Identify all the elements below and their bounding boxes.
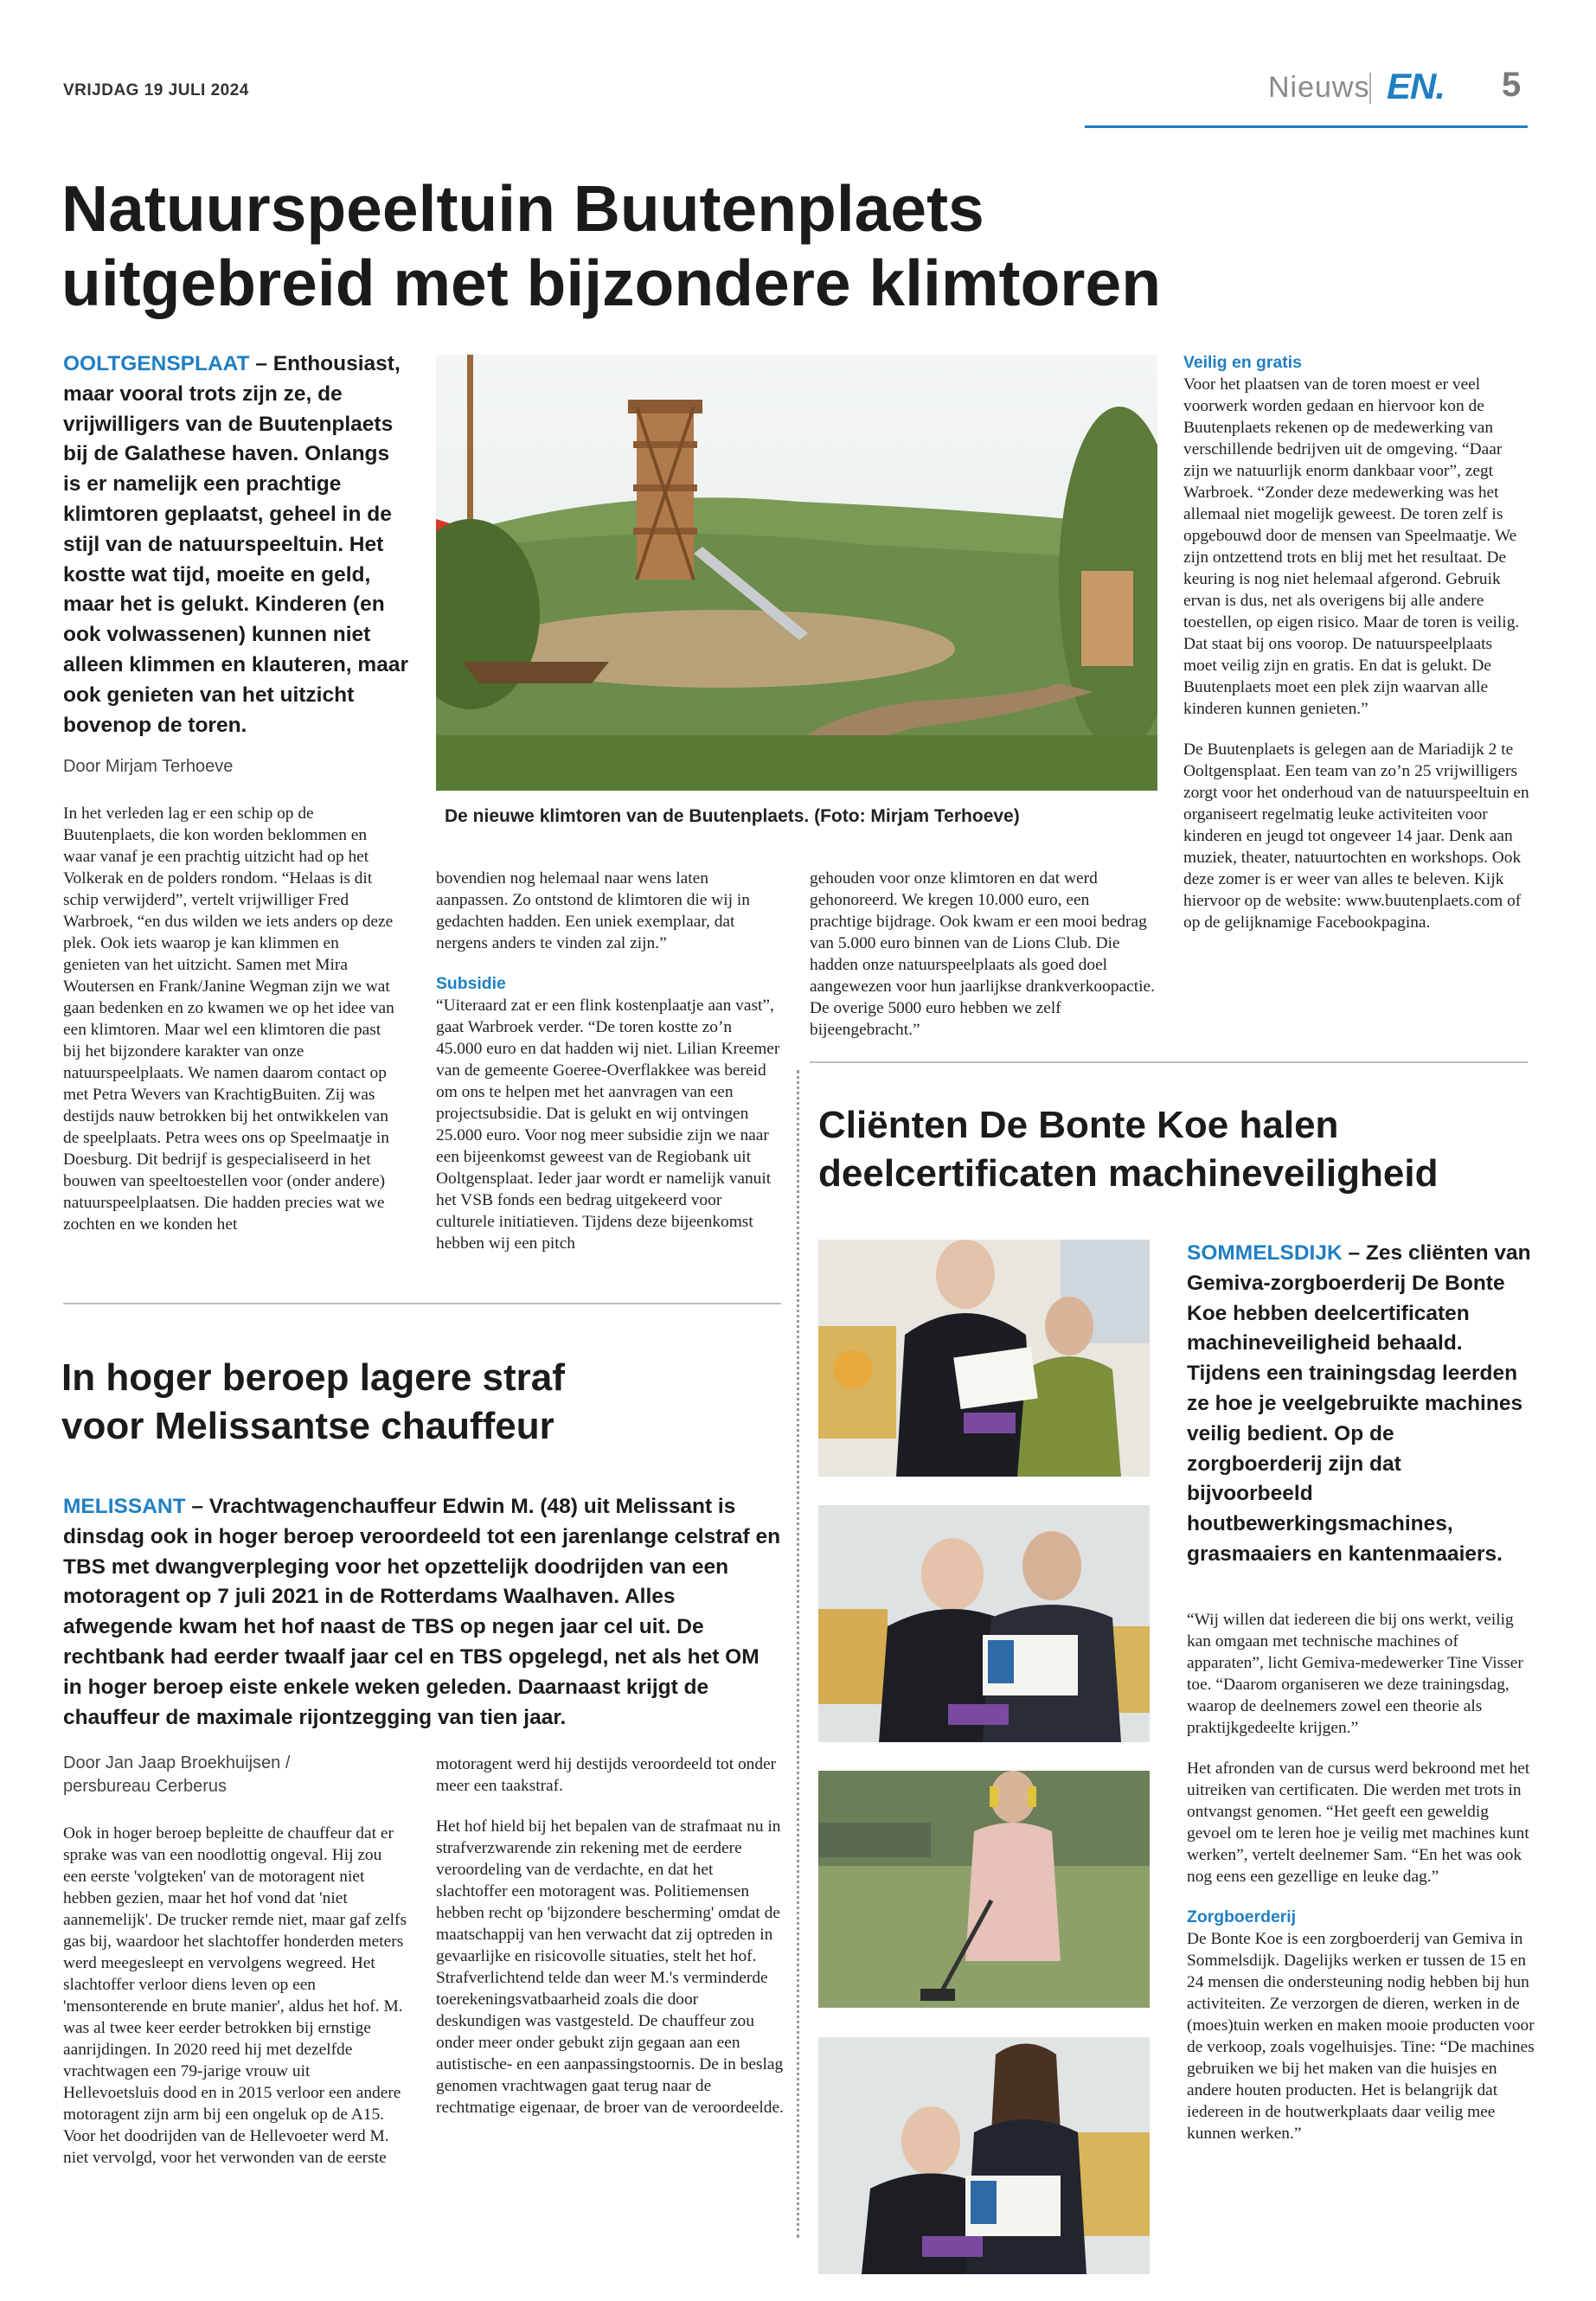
article1-col4-part1: Voor het plaatsen van de toren moest er veel voorwerk worden gedaan en hiervoor kon de Buutenplaets rekenen op de medewerking van verschillende bedrijven uit de omgeving. “Daar zijn we natuurlijk enorm dankbaar voor”, zegt Warbroek. “Zonder deze medewerking was het allemaal niet mogelijk geweest. De toren zelf is opgebouwd door de mensen van Speelmaatje. We zijn ontzettend trots en blij met het resultaat. De keuring is nog niet helemaal afgerond. Gebruik ervan is dus, net als overigens bij alle andere toestellen, op eigen risico. Maar de toren is veilig. Dat staat bij ons voorop. De natuurspeelplaats moet veilig zijn en gratis. En dat is gelukt. De Buutenplaets moet een plek zijn waarvan alle kinderen kunnen genieten.”: [1183, 375, 1520, 718]
header-divider: [1369, 73, 1371, 104]
article2-col1: Ook in hoger beroep bepleitte de chauffeur dat er sprake was van een noodlottig ongeval. Hij zou een eerste 'volgteken' van de motoragent niet hebben gezien, maar het hof vond dat 'niet aannemelijk'. De trucker remde niet, maar gaf zelfs gas bij, waardoor het slachtoffer honderden meters werd meegesleept en vervolgens wegreed. Het slachtoffer verloor diens leven op een 'mensonterende en brute manier', aldus het hof. M. was al twee keer eerder betrokken bij ernstige aanrijdingen. In 2020 reed hij met dezelfde vrachtwagen een 79-jarige vrouw uit Hellevoetsluis dood en in 2015 verloor een andere motoragent zijn arm bij een ongeluk op de A15. Voor het doodrijden van de Hellevoeter werd M. niet vervolgd, voor het verwonden van de eerste: [63, 1824, 407, 2167]
en-logo: EN.: [1387, 66, 1445, 106]
article1-col2: [436, 868, 782, 1254]
separator-article1-left: [63, 1303, 781, 1304]
article2-title: [61, 1354, 779, 1451]
article1-col3: gehouden voor onze klimtoren en dat werd gehonoreerd. We kregen 10.000 euro, een prachtige bijdrage. Ook kwam er een mooi bedrag van 5.000 euro binnen van de Lions Club. Die hadden onze natuurspeelplaats als goed doel aangewezen voor hun jaarlijkse drankverkoopactie. De overige 5000 euro hebben we zelf bijeengebracht.”: [810, 869, 1155, 1039]
article3-title-line1: Cliënten De Bonte Koe halen: [818, 1104, 1339, 1146]
article2-col2-part2: Het hof hield bij het bepalen van de strafmaat nu in strafverzwarende zin rekening met de eerdere veroordeling van de verdachte, en dat het slachtoffer een motoragent was. Politiemensen hebben recht op 'bijzondere bescherming' omdat de maatschappij van hen verwacht dat zij optreden in gevaarlijke en risicovolle situaties, stelt het hof. Strafverlichtend telde dan weer M.'s verminderde toerekeningsvatbaarheid zoals die door deskundigen was vastgesteld. De chauffeur zou onder meer onder gebukt zijn gegaan aan een autistische- en een aanpassingstoornis. De in beslag genomen vrachtwagen gaat terug naar de rechtmatige eigenaar, de broer van de veroordeelde.: [436, 1817, 784, 2117]
climbing-tower-illustration: [436, 355, 1157, 791]
article2-byline: [63, 1752, 290, 1798]
article2-lead-text: – Vrachtwagenchauffeur Edwin M. (48) uit Melissant is dinsdag ook in hoger beroep veroordeeld tot een jarenlange celstraf en TBS met dwangverpleging voor het opzettelijk doodrijden van een motoragent op 7 juli 2021 in de Rotterdams Waalhaven. Alles afwegende kwam het hof naast de TBS op negen jaar cel uit. De rechtbank had eerder twaalf jaar cel en TBS opgelegd, net als het OM in hoger beroep eiste enkele weken geleden. Daarnaast krijgt de chauffeur de maximale rijontzegging van tien jaar.: [63, 1495, 781, 1729]
certificate-photo-1-illustration: [818, 1240, 1150, 1477]
article1-lead-text: – Enthousiast, maar vooral trots zijn ze, de vrijwilligers van de Buutenplaets bij de Galathese haven. Onlangs is er namelijk een prachtige klimtoren geplaatst, geheel in de stijl van de natuurspeeltuin. Het kostte wat tijd, moeite en geld, maar het is gelukt. Kinderen (en ook volwassenen) kunnen niet alleen klimmen en klauteren, maar ook genieten van het uitzicht bovenop de toren.: [63, 352, 408, 737]
article2-byline-line2: persbureau Cerberus: [63, 1777, 227, 1796]
article2-col2: [436, 1753, 784, 2118]
article1-title-line1: Natuurspeeltuin Buutenplaets: [61, 172, 984, 245]
article3-body: [1187, 1609, 1535, 2144]
article1-lead: [63, 349, 409, 740]
article3-title: [818, 1101, 1536, 1198]
article1-col1: In het verleden lag er een schip op de Buutenplaets, die kon worden beklommen en waar vanaf je een prachtig uitzicht had op het Volkerak en de polders rondom. “Helaas is dit schip verwijderd”, vertelt vrijwilliger Fred Warbroek, “en dus wilden we iets anders op deze plek. Ook iets waarop je kan klimmen en genieten van het uitzicht. Samen met Mira Woutersen en Frank/Janine Wegman zijn we wat gaan bedenken en zo kwamen we op het idee van een klimtoren. Maar wel een klimtoren die past bij het bijzondere karakter van onze natuurspeelplaats. We namen daarom contact op met Petra Wevers van KrachtigBuiten. Zij was destijds nauw betrokken bij het ontwikkelen van de speelplaats. Petra wees ons op Speelmaatje in Doesburg. Dit bedrijf is gespecialiseerd in het bouwen van speeltoestellen voor (onder andere) natuurspeelplaatsen. Die hadden precies wat we zochten en we konden het: [63, 804, 394, 1234]
article3-paragraph1: “Wij willen dat iedereen die bij ons werkt, veilig kan omgaan met technische machines of apparaten”, licht Gemiva-medewerker Tine Visser toe. “Daarom organiseren we deze trainingsdag, waarop de deelnemers zowel een theorie als praktijkgedeelte krijgen.”: [1187, 1611, 1523, 1737]
article3-paragraph3: De Bonte Koe is een zorgboerderij van Gemiva in Sommelsdijk. Dagelijks werken er tussen de 15 en 24 mensen die ondersteuning nodig hebben bij hun activiteiten. Ze verzorgen de dieren, werken in de (moes)tuin werken en maken mooie producten voor de verkoop, zoals vogelhuisjes. Tine: “De machines gebruiken we bij het maken van die huisjes en andere houten producten. Het is belangrijk dat iedereen in de houtwerkplaats daar veilig mee kunnen werken.”: [1187, 1930, 1535, 2143]
article3-dateline: SOMMELSDIJK: [1187, 1241, 1343, 1265]
grass-trimmer-illustration: [818, 1771, 1150, 2008]
certificate-photo-3: [818, 2037, 1150, 2274]
certificate-photo-1: [818, 1240, 1150, 1477]
article2-dateline: MELISSANT: [63, 1495, 186, 1518]
article1-title: [61, 171, 1359, 320]
subhead-zorgboerderij: Zorgboerderij: [1187, 1907, 1297, 1926]
page-number: 5: [1502, 66, 1522, 104]
article3-paragraph2: Het afronden van de cursus werd bekroond met het uitreiken van certificaten. Die werden met trots in ontvangst genomen. “Het geeft een geweldig gevoel om te leren hoe je veilig met machines kunt werken”, vertelt deelnemer Sam. “En het was ook nog eens een gezellige en leuke dag.”: [1187, 1759, 1530, 1886]
certificate-photo-3-illustration: [818, 2037, 1150, 2274]
article1-col4: [1183, 352, 1529, 933]
article1-col2-part1: bovendien nog helemaal naar wens laten aanpassen. Zo ontstond de klimtoren die wij in gedachten hadden. Een uniek exemplaar, dat nergens anders te vinden zal zijn.”: [436, 869, 750, 952]
certificate-photo-2-illustration: [818, 1505, 1150, 1742]
separator-article1-right: [810, 1061, 1528, 1063]
certificate-photo-2: [818, 1505, 1150, 1742]
article2-title-line1: In hoger beroep lagere straf: [61, 1356, 565, 1399]
climbing-tower-caption: De nieuwe klimtoren van de Buutenplaets. (Foto: Mirjam Terhoeve): [445, 806, 1020, 826]
subhead-veilig-en-gratis: Veilig en gratis: [1183, 353, 1302, 372]
article2-lead: [63, 1492, 781, 1733]
article2-col2-part1: motoragent werd hij destijds veroordeeld tot onder meer een taakstraf.: [436, 1755, 777, 1795]
article1-dateline: OOLTGENSPLAAT: [63, 352, 250, 375]
article1-col4-part2: De Buutenplaets is gelegen aan de Mariadijk 2 te Ooltgensplaat. Een team van zo’n 25 vrijwilligers zorgt voor het onderhoud van de natuurspeeltuin en organiseert regelmatig leuke activiteiten voor kinderen en jeugd tot ongeveer 14 jaar. Denk aan muziek, theater, natuurtochten en workshops. Ook deze zomer is er weer van alles te beleven. Kijk hiervoor op de website: www.buutenplaets.com of op de gelijknamige Facebookpagina.: [1183, 740, 1529, 932]
article2-byline-line1: Door Jan Jaap Broekhuijsen /: [63, 1753, 291, 1772]
column-divider-dotted: [797, 1070, 799, 2238]
article3-lead-text: – Zes cliënten van Gemiva-zorgboerderij De Bonte Koe hebben deelcertificaten machineveiligheid behaald. Tijdens een trainingsdag leerden ze hoe je veelgebruikte machines veilig bedient. Op de zorgboerderij zijn dat bijvoorbeeld houtbewerkingsmachines, grasmaaiers en kantenmaaiers.: [1187, 1241, 1531, 1566]
article3-title-line2: deelcertificaten machineveiligheid: [818, 1152, 1439, 1195]
issue-date: VRIJDAG 19 JULI 2024: [63, 81, 249, 99]
section-label: Nieuws: [1268, 71, 1370, 104]
grass-trimmer-photo: [818, 1771, 1150, 2008]
article1-byline: Door Mirjam Terhoeve: [63, 757, 234, 776]
article3-lead: [1187, 1239, 1533, 1570]
article2-title-line2: voor Melissantse chauffeur: [61, 1405, 554, 1447]
article1-title-line2: uitgebreid met bijzondere klimtoren: [61, 247, 1162, 319]
subhead-subsidie: Subsidie: [436, 974, 506, 993]
climbing-tower-photo: [436, 355, 1157, 791]
header-underline: [1085, 125, 1528, 128]
article1-col2-part2: “Uiteraard zat er een flink kostenplaatje aan vast”, gaat Warbroek verder. “De toren kostte zo’n 45.000 euro en dat hadden wij niet. Lilian Kreemer van de gemeente Goeree-Overflakkee was bereid om ons te helpen met het aanvragen van een projectsubsidie. Dat is gelukt en wij ontvingen 25.000 euro. Voor nog meer subsidie zijn we naar een bijeenkomst geweest van de Regiobank uit Ooltgensplaat. Ieder jaar wordt er namelijk vanuit het VSB fonds een bedrag uitgekeerd voor culturele initiatieven. Tijdens deze bijeenkomst hebben wij een pitch: [436, 997, 780, 1253]
